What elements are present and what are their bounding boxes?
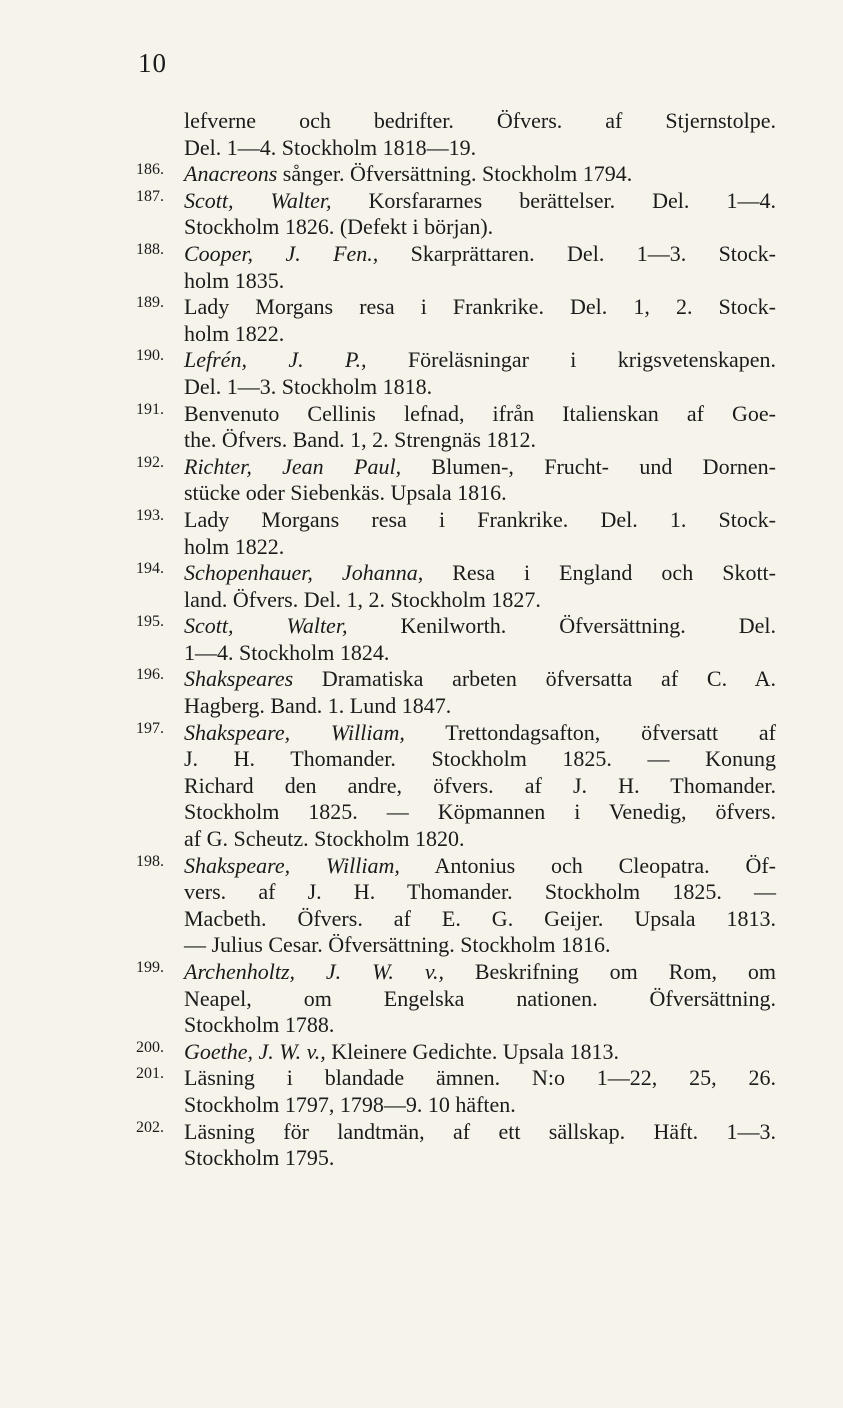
entry-number: 198. — [136, 852, 164, 870]
entry-line — [184, 1145, 776, 1172]
entry-number: 186. — [136, 161, 164, 179]
entry-line — [184, 534, 776, 561]
entry-text: stücke oder Siebenkäs. Upsala 1816. — [184, 480, 507, 506]
entry-number: 197. — [136, 719, 164, 737]
entry-line — [184, 401, 776, 428]
entry-line — [184, 427, 776, 454]
entry-text: Läsning för landtmän, af ett sällskap. Häft. 1—3. — [184, 1118, 776, 1144]
entry-number: 195. — [136, 613, 164, 631]
entry-text: Antonius och Cleopatra. Öf- — [399, 852, 776, 878]
entry-number: 196. — [136, 666, 164, 684]
catalog-entry — [136, 347, 776, 400]
entry-line — [184, 1012, 776, 1039]
entry-text: Stockholm 1826. (Defekt i början). — [184, 214, 494, 240]
catalog-entry — [136, 241, 776, 294]
entry-text: Benvenuto Cellinis lefnad, ifrån Italienskan af Goe- — [184, 400, 776, 426]
entry-line — [184, 1065, 776, 1092]
entry-line — [184, 587, 776, 614]
entry-line — [184, 374, 776, 401]
catalog-entry — [136, 161, 776, 188]
entry-line — [184, 720, 776, 747]
catalog-entry — [136, 294, 776, 347]
entry-text: the. Öfvers. Band. 1, 2. Strengnäs 1812. — [184, 427, 536, 453]
entry-text: Kleinere Gedichte. Upsala 1813. — [325, 1038, 619, 1064]
entry-text: Skarprättaren. Del. 1—3. Stock- — [378, 240, 777, 266]
catalog-entry — [136, 720, 776, 853]
entry-line — [184, 746, 776, 773]
entry-line — [184, 959, 776, 986]
entry-text: J. H. Thomander. Stockholm 1825. — Konung — [184, 746, 776, 772]
entry-line — [184, 906, 776, 933]
entry-number: 191. — [136, 400, 164, 418]
entry-number: 200. — [136, 1038, 164, 1056]
entry-line — [184, 135, 776, 162]
entry-text: Macbeth. Öfvers. af E. G. Geijer. Upsala 1813. — [184, 905, 776, 931]
catalog-entry — [136, 666, 776, 719]
catalog-entry — [136, 560, 776, 613]
catalog-entry — [136, 613, 776, 666]
entry-text: Beskrifning om Rom, om — [443, 959, 777, 984]
catalog-entry — [136, 188, 776, 241]
entry-number: 201. — [136, 1065, 164, 1083]
entry-text: Del. 1—3. Stockholm 1818. — [184, 373, 433, 399]
entry-line — [184, 773, 776, 800]
entry-author: Shakspeare, William, — [184, 852, 400, 878]
entry-line — [184, 666, 776, 693]
entry-text: Föreläsningar i krigsvetenskapen. — [366, 347, 776, 373]
entry-text: Neapel, om Engelska nationen. Öfversättning. — [184, 985, 776, 1011]
entry-author: Anacreons — [184, 161, 278, 187]
entry-line — [184, 241, 776, 268]
entry-line — [184, 932, 776, 959]
catalog-entry — [136, 108, 776, 161]
entry-number: 193. — [136, 506, 164, 524]
entry-author: Scott, Walter, — [184, 187, 332, 213]
catalog-entry — [136, 454, 776, 507]
entry-text: vers. af J. H. Thomander. Stockholm 1825. — — [184, 879, 776, 905]
entry-text: Hagberg. Band. 1. Lund 1847. — [184, 693, 452, 719]
entry-line — [184, 347, 776, 374]
entry-author: Richter, Jean Paul, — [184, 453, 402, 479]
entry-author: Scott, Walter, — [184, 613, 348, 639]
catalog-entry — [136, 959, 776, 1039]
entry-text: Stockholm 1788. — [184, 1012, 335, 1038]
entry-line — [184, 161, 776, 188]
entry-line — [184, 613, 776, 640]
entry-text: Del. 1—4. Stockholm 1818—19. — [184, 134, 477, 160]
entry-author: Shakspeares — [184, 666, 294, 692]
entry-line — [184, 693, 776, 720]
entry-number: 192. — [136, 453, 164, 471]
catalog-entry — [136, 1119, 776, 1172]
entry-text: Resa i England och Skott- — [423, 560, 776, 586]
entry-number: 187. — [136, 187, 164, 205]
entry-line — [184, 321, 776, 348]
entry-text: Lady Morgans resa i Frankrike. Del. 1. Stock- — [184, 506, 776, 532]
catalog-list — [136, 108, 776, 1172]
catalog-entry — [136, 507, 776, 560]
entry-number: 199. — [136, 959, 164, 976]
entry-text: holm 1822. — [184, 533, 285, 559]
entry-number: 188. — [136, 240, 164, 258]
catalog-entry — [136, 1065, 776, 1118]
entry-text: Stockholm 1797, 1798—9. 10 häften. — [184, 1091, 516, 1117]
entry-line — [184, 1039, 776, 1066]
entry-text: lefverne och bedrifter. Öfvers. af Stjernstolpe. — [184, 108, 776, 133]
entry-text: Blumen-, Frucht- und Dornen- — [401, 453, 776, 479]
catalog-entry — [136, 853, 776, 959]
entry-line — [184, 1119, 776, 1146]
entry-text: Stockholm 1825. — Köpmannen i Venedig, öfvers. — [184, 799, 776, 825]
entry-number: 202. — [136, 1118, 164, 1136]
entry-text: Trettondagsafton, öfversatt af — [404, 719, 776, 745]
entry-line — [184, 799, 776, 826]
entry-text: 1—4. Stockholm 1824. — [184, 639, 390, 665]
entry-author: Schopenhauer, Johanna, — [184, 560, 424, 586]
entry-line — [184, 560, 776, 587]
entry-author: Lefrén, J. P., — [184, 347, 367, 373]
entry-line — [184, 294, 776, 321]
entry-line — [184, 853, 776, 880]
entry-line — [184, 454, 776, 481]
catalog-entry — [136, 1039, 776, 1066]
entry-text: Läsning i blandade ämnen. N:o 1—22, 25, 26. — [184, 1065, 776, 1091]
entry-line — [184, 188, 776, 215]
entry-text: Richard den andre, öfvers. af J. H. Thomander. — [184, 772, 776, 798]
entry-text: af G. Scheutz. Stockholm 1820. — [184, 826, 465, 852]
entry-line — [184, 826, 776, 853]
entry-text: Dramatiska arbeten öfversatta af C. A. — [293, 666, 776, 692]
entry-line — [184, 879, 776, 906]
entry-author: Cooper, J. Fen., — [184, 240, 379, 266]
entry-text: Stockholm 1795. — [184, 1145, 335, 1171]
entry-text: land. Öfvers. Del. 1, 2. Stockholm 1827. — [184, 586, 541, 612]
entry-line — [184, 480, 776, 507]
entry-text: holm 1835. — [184, 267, 285, 293]
entry-author: Shakspeare, William, — [184, 719, 405, 745]
entry-line — [184, 268, 776, 295]
entry-line — [184, 640, 776, 667]
entry-text: Korsfararnes berättelser. Del. 1—4. — [331, 187, 776, 213]
entry-line — [184, 1092, 776, 1119]
entry-number: 190. — [136, 347, 164, 365]
entry-line — [184, 108, 776, 135]
entry-line — [184, 507, 776, 534]
entry-text: Kenilworth. Öfversättning. Del. — [347, 613, 776, 639]
entry-line — [184, 214, 776, 241]
page-number: 10 — [138, 48, 167, 78]
catalog-entry — [136, 401, 776, 454]
entry-text: holm 1822. — [184, 320, 285, 346]
entry-line — [184, 986, 776, 1013]
entry-author: Archenholtz, J. W. v., — [184, 959, 444, 984]
entry-text: Lady Morgans resa i Frankrike. Del. 1, 2. Stock- — [184, 294, 776, 320]
entry-text: — Julius Cesar. Öfversättning. Stockholm 1816. — [184, 932, 611, 958]
entry-author: Goethe, J. W. v., — [184, 1038, 326, 1064]
entry-text: sånger. Öfversättning. Stockholm 1794. — [277, 161, 633, 187]
entry-number: 194. — [136, 560, 164, 578]
entry-number: 189. — [136, 294, 164, 312]
